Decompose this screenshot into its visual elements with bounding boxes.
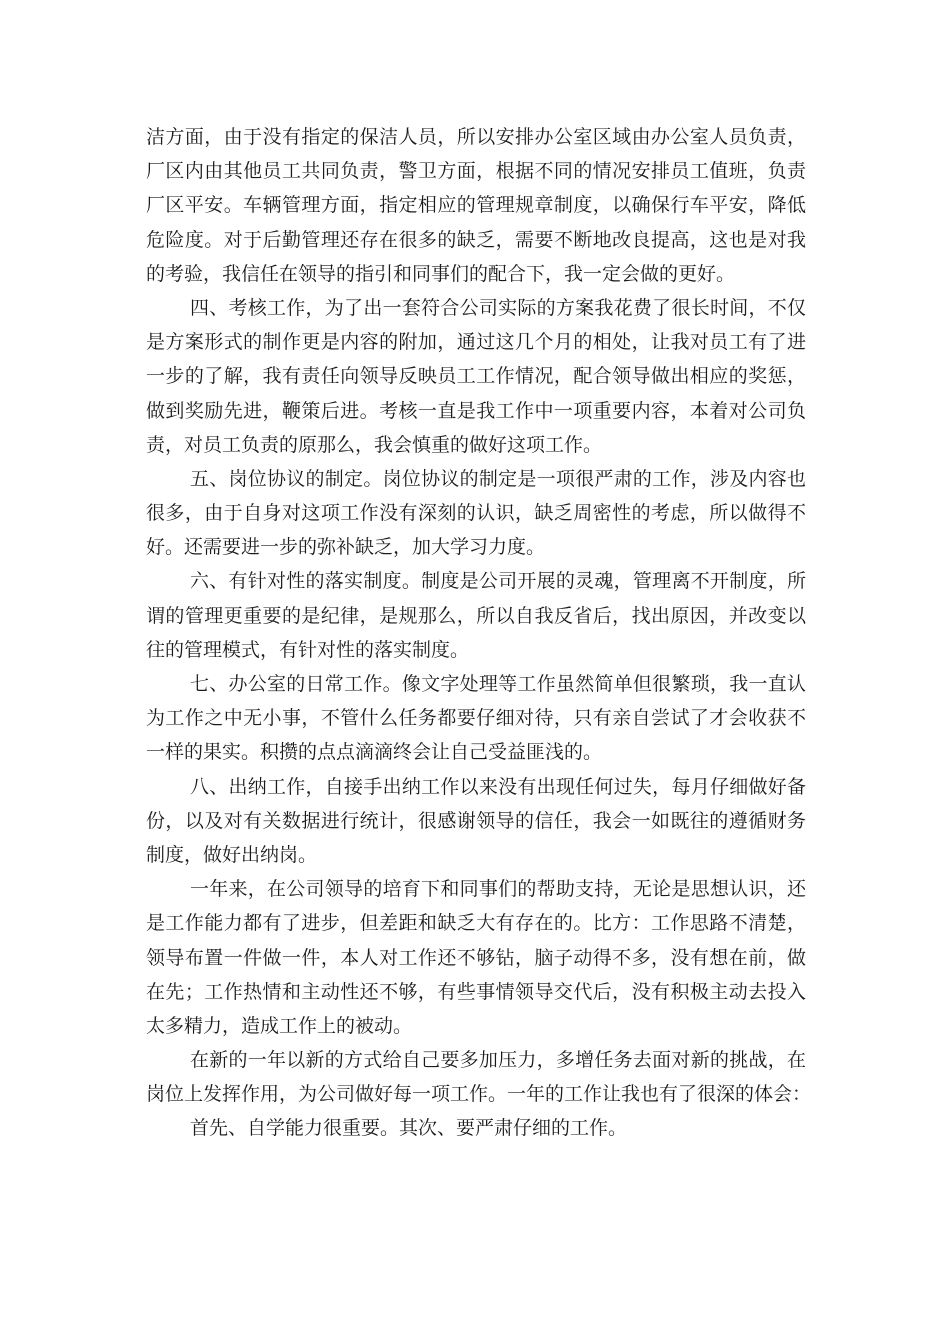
text-line: 是工作能力都有了进步，但差距和缺乏大有存在的。比方：工作思路不清楚， [146, 912, 806, 935]
document-body [146, 120, 812, 1146]
text-line: 在先；工作热情和主动性还不够，有些事情领导交代后，没有积极主动去投入 [146, 980, 806, 1003]
paragraph [146, 770, 806, 873]
text-line: 很多，由于自身对这项工作没有深刻的认识，缺乏周密性的考虑，所以做得不 [146, 502, 806, 525]
text-line: 六、有针对性的落实制度。制度是公司开展的灵魂，管理离不开制度，所 [190, 570, 806, 593]
text-line: 做到奖励先进，鞭策后进。考核一直是我工作中一项重要内容，本着对公司负 [146, 399, 806, 422]
text-line: 七、办公室的日常工作。像文字处理等工作虽然简单但很繁琐，我一直认 [190, 673, 806, 695]
text-line: 四、考核工作，为了出一套符合公司实际的方案我花费了很长时间，不仅 [190, 296, 806, 319]
text-line: 一步的了解，我有责任向领导反映员工工作情况，配合领导做出相应的奖惩， [146, 365, 806, 388]
text-line: 厂区平安。车辆管理方面，指定相应的管理规章制度，以确保行车平安，降低 [146, 194, 806, 217]
paragraph [146, 1111, 806, 1145]
text-line: 为工作之中无小事，不管什么任务都要仔细对待，只有亲自尝试了才会收获不 [146, 707, 806, 730]
text-line: 的考验，我信任在领导的指引和同事们的配合下，我一定会做的更好。 [146, 262, 736, 285]
text-line: 首先、自学能力很重要。其次、要严肃仔细的工作。 [190, 1117, 628, 1140]
text-line: 五、岗位协议的制定。岗位协议的制定是一项很严肃的工作，涉及内容也 [190, 467, 806, 490]
paragraph [146, 291, 806, 462]
text-line: 制度，做好出纳岗。 [146, 843, 318, 866]
text-line: 领导布置一件做一件，本人对工作还不够钻，脑子动得不多，没有想在前，做 [146, 946, 806, 969]
text-line: 份，以及对有关数据进行统计，很感谢领导的信任，我会一如既往的遵循财务 [146, 809, 806, 832]
text-line: 洁方面，由于没有指定的保洁人员，所以安排办公室区域由办公室人员负责， [146, 126, 806, 148]
paragraph [146, 872, 806, 1043]
text-line: 是方案形式的制作更是内容的附加，通过这几个月的相处，让我对员工有了进 [146, 331, 806, 354]
text-line: 一样的果实。积攒的点点滴滴终会让自己受益匪浅的。 [146, 741, 603, 764]
text-line: 一年来，在公司领导的培育下和同事们的帮助支持，无论是思想认识，还 [190, 878, 806, 901]
text-line: 八、出纳工作，自接手出纳工作以来没有出现任何过失，每月仔细做好备 [190, 775, 806, 798]
text-line: 好。还需要进一步的弥补缺乏，加大学习力度。 [146, 536, 546, 559]
paragraph [146, 564, 806, 667]
paragraph [146, 1043, 812, 1111]
text-line: 岗位上发挥作用，为公司做好每一项工作。一年的工作让我也有了很深的体会： [146, 1083, 812, 1106]
text-line: 危险度。对于后勤管理还存在很多的缺乏，需要不断地改良提高，这也是对我 [146, 228, 806, 251]
paragraph [146, 462, 806, 565]
text-line: 责，对员工负责的原那么，我会慎重的做好这项工作。 [146, 433, 603, 456]
paragraph [146, 120, 806, 291]
text-line: 谓的管理更重要的是纪律，是规那么，所以自我反省后，找出原因，并改变以 [146, 604, 806, 627]
text-line: 往的管理模式，有针对性的落实制度。 [146, 638, 470, 661]
paragraph [146, 667, 806, 770]
text-line: 在新的一年以新的方式给自己要多加压力，多增任务去面对新的挑战，在 [190, 1049, 806, 1072]
text-line: 太多精力，造成工作上的被动。 [146, 1014, 413, 1037]
text-line: 厂区内由其他员工共同负责，警卫方面，根据不同的情况安排员工值班，负责 [146, 160, 806, 183]
